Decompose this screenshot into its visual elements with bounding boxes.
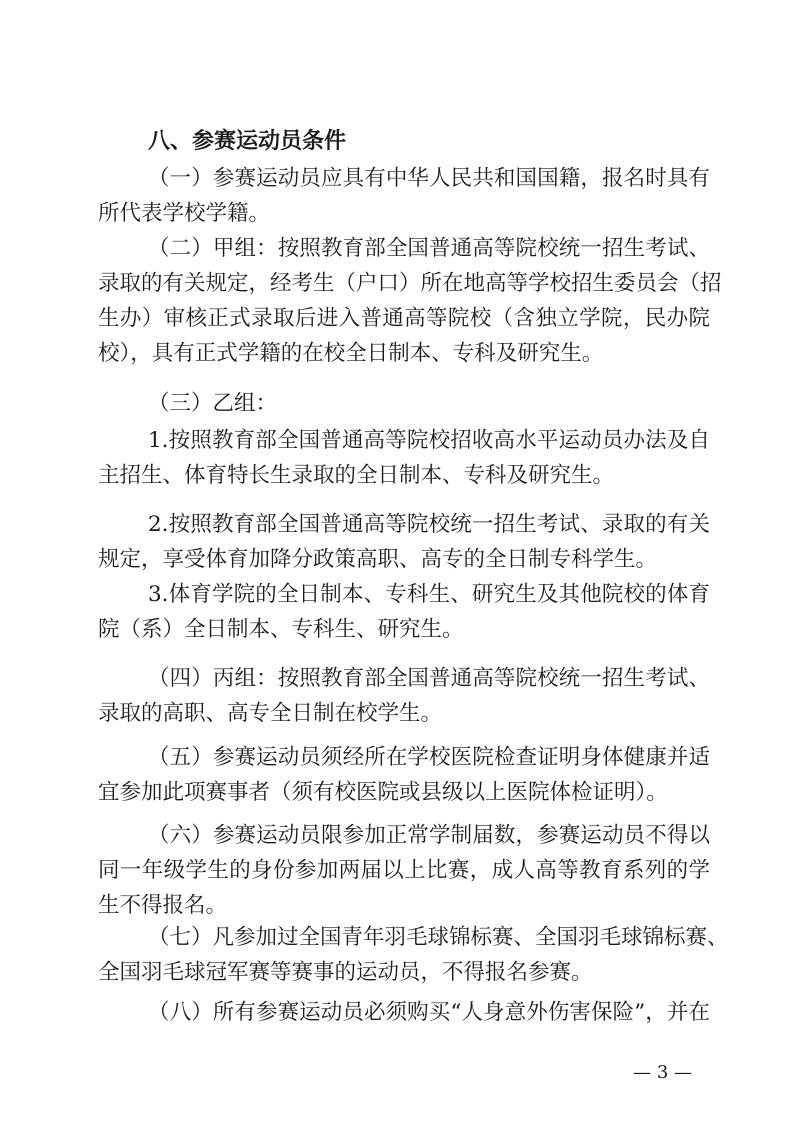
section-heading: 八、参赛运动员条件: [148, 129, 347, 154]
paragraph-line: （三）乙组：: [148, 391, 278, 416]
paragraph-line: 规定，享受体育加降分政策高职、高专的全日制专科学生。: [98, 547, 658, 572]
paragraph-line: 录取的有关规定，经考生（户口）所在地高等学校招生委员会（招: [98, 271, 722, 296]
paragraph-line: （一）参赛运动员应具有中华人民共和国国籍，报名时具有: [148, 166, 710, 191]
paragraph-line: 全国羽毛球冠军赛等赛事的运动员，不得报名参赛。: [98, 960, 593, 985]
paragraph-line: 校），具有正式学籍的在校全日制本、专科及研究生。: [98, 341, 604, 366]
paragraph-line: 录取的高职、高专全日制在校学生。: [98, 701, 443, 726]
paragraph-line: （八）所有参赛运动员必须购买“人身意外伤害保险”，并在: [148, 1000, 710, 1025]
paragraph-line: 所代表学校学籍。: [98, 201, 271, 226]
paragraph-line: 2.按照教育部全国普通高等院校统一招生考试、录取的有关: [148, 512, 710, 537]
paragraph-line: 1.按照教育部全国普通高等院校招收高水平运动员办法及自: [148, 428, 710, 453]
paragraph-line: （七）凡参加过全国青年羽毛球锦标赛、全国羽毛球锦标赛、: [148, 925, 729, 950]
paragraph-line: 主招生、体育特长生录取的全日制本、专科及研究生。: [98, 463, 615, 488]
paragraph-line: （六）参赛运动员限参加正常学制届数，参赛运动员不得以: [148, 823, 710, 848]
paragraph-line: 生不得报名。: [98, 893, 228, 918]
paragraph-line: 同一年级学生的身份参加两届以上比赛，成人高等教育系列的学: [98, 858, 710, 883]
paragraph-line: （二）甲组：按照教育部全国普通高等院校统一招生考试、: [148, 236, 710, 261]
paragraph-line: （四）丙组：按照教育部全国普通高等院校统一招生考试、: [148, 666, 710, 691]
page-number: — 3 —: [633, 1062, 692, 1083]
paragraph-line: 院（系）全日制本、专科生、研究生。: [98, 617, 464, 642]
paragraph-line: 宜参加此项赛事者（须有校医院或县级以上医院体检证明）。: [98, 780, 668, 805]
paragraph-line: （五）参赛运动员须经所在学校医院检查证明身体健康并适: [148, 745, 710, 770]
paragraph-line: 3.体育学院的全日制本、专科生、研究生及其他院校的体育: [148, 582, 710, 607]
paragraph-line: 生办）审核正式录取后进入普通高等院校（含独立学院，民办院: [98, 306, 710, 331]
